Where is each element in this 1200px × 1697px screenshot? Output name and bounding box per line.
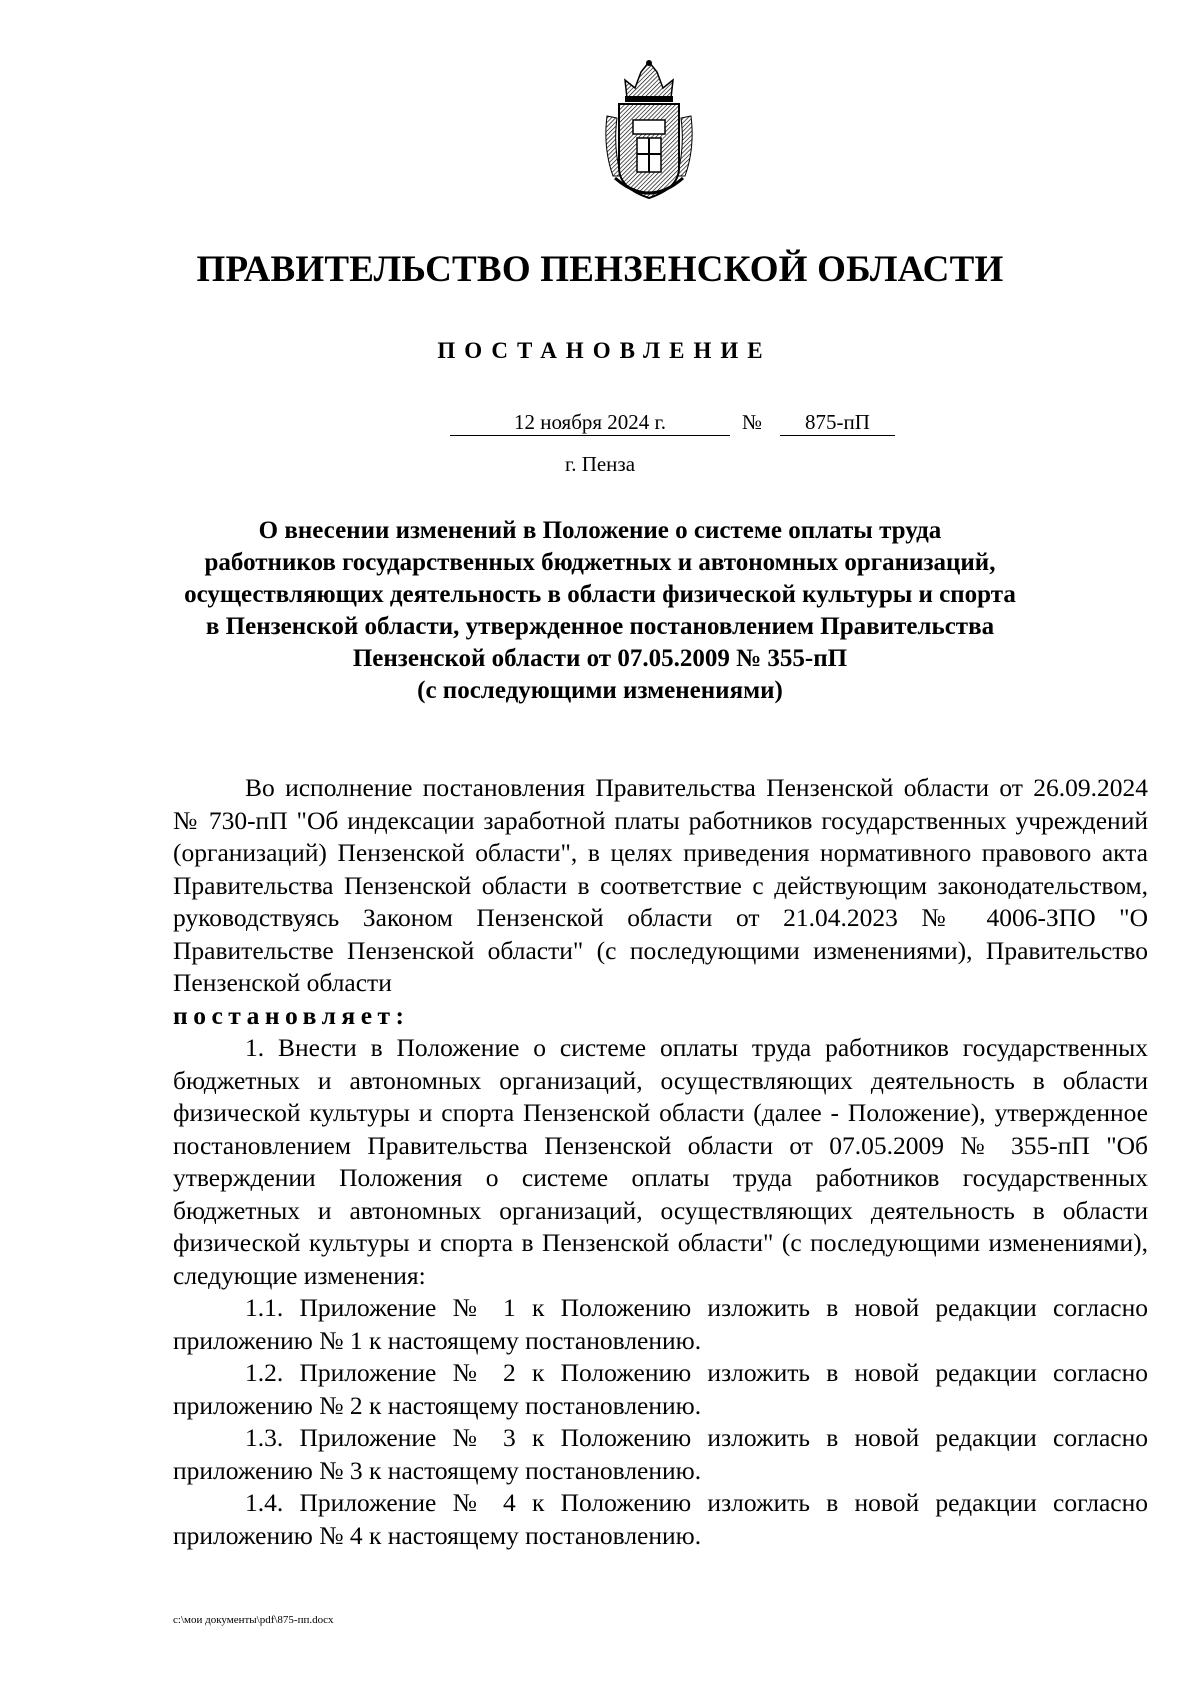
coat-of-arms-icon — [603, 58, 695, 204]
subject-line: (с последующими изменениями) — [417, 677, 783, 704]
subject-line: осуществляющих деятельность в области физической культуры и спорта — [184, 581, 1016, 608]
item-paragraph: 1.4. Приложение № 4 к Положению изложить в новой редакции согласно приложению № 4 к настоящему постановлению. — [173, 1488, 1148, 1550]
subject-line: О внесении изменений в Положение о системе оплаты труда — [258, 517, 942, 544]
preamble-paragraph: Во исполнение постановления Правительства Пензенской области от 26.09.2024 № 730-пП "Об индексации заработной платы работников государственных учреждений (организаций) Пензенской области", в целях приведения нормативного правового акта Правительства Пензенской области в соответствие с действующим законодательством, руководствуясь Законом Пензенской области от 21.04.2023 № 4006-ЗПО "О Правительстве Пензенской области" (с последующими изменениями), Правительство Пензенской области — [173, 773, 1148, 997]
government-title: ПРАВИТЕЛЬСТВО ПЕНЗЕНСКОЙ ОБЛАСТИ — [196, 249, 1004, 290]
number-sign: № — [742, 410, 763, 434]
resolves-word — [173, 1000, 1148, 1033]
document-date: 12 ноября 2024 г. — [450, 409, 730, 436]
subject-line: Пензенской области от 07.05.2009 № 355-пП — [352, 645, 848, 672]
resolves-label: постановляет: — [173, 1000, 410, 1030]
document-type: ПОСТАНОВЛЕНИЕ — [437, 338, 772, 363]
city: г. Пенза — [564, 452, 636, 476]
item-paragraph: 1. Внести в Положение о системе оплаты труда работников государственных бюджетных и автономных организаций, осуществляющих деятельность в области физической культуры и спорта Пензенской области (далее - Положение), утвержденное постановлением Правительства Пензенской области от 07.05.2009 № 355-пП "Об утверждении Положения о системе оплаты труда работников государственных бюджетных и автономных организаций, осуществляющих деятельность в области физической культуры и спорта в Пензенской области" (с последующими изменениями), следующие изменения: — [173, 1033, 1148, 1290]
document-body — [173, 772, 1148, 1552]
item-paragraph: 1.2. Приложение № 2 к Положению изложить в новой редакции согласно приложению № 2 к настоящему постановлению. — [173, 1358, 1148, 1420]
document-number: 875-пП — [780, 409, 895, 436]
item-paragraph: 1.1. Приложение № 1 к Положению изложить в новой редакции согласно приложению № 1 к настоящему постановлению. — [173, 1293, 1148, 1355]
subject-line: работников государственных бюджетных и автономных организаций, — [204, 549, 996, 576]
item-paragraph: 1.3. Приложение № 3 к Положению изложить в новой редакции согласно приложению № 3 к настоящему постановлению. — [173, 1423, 1148, 1485]
document-subject — [150, 515, 1050, 707]
subject-line: в Пензенской области, утвержденное постановлением Правительства — [205, 613, 995, 640]
file-path-footer: c:\мои документы\pdf\875-пп.docx — [173, 1614, 334, 1626]
